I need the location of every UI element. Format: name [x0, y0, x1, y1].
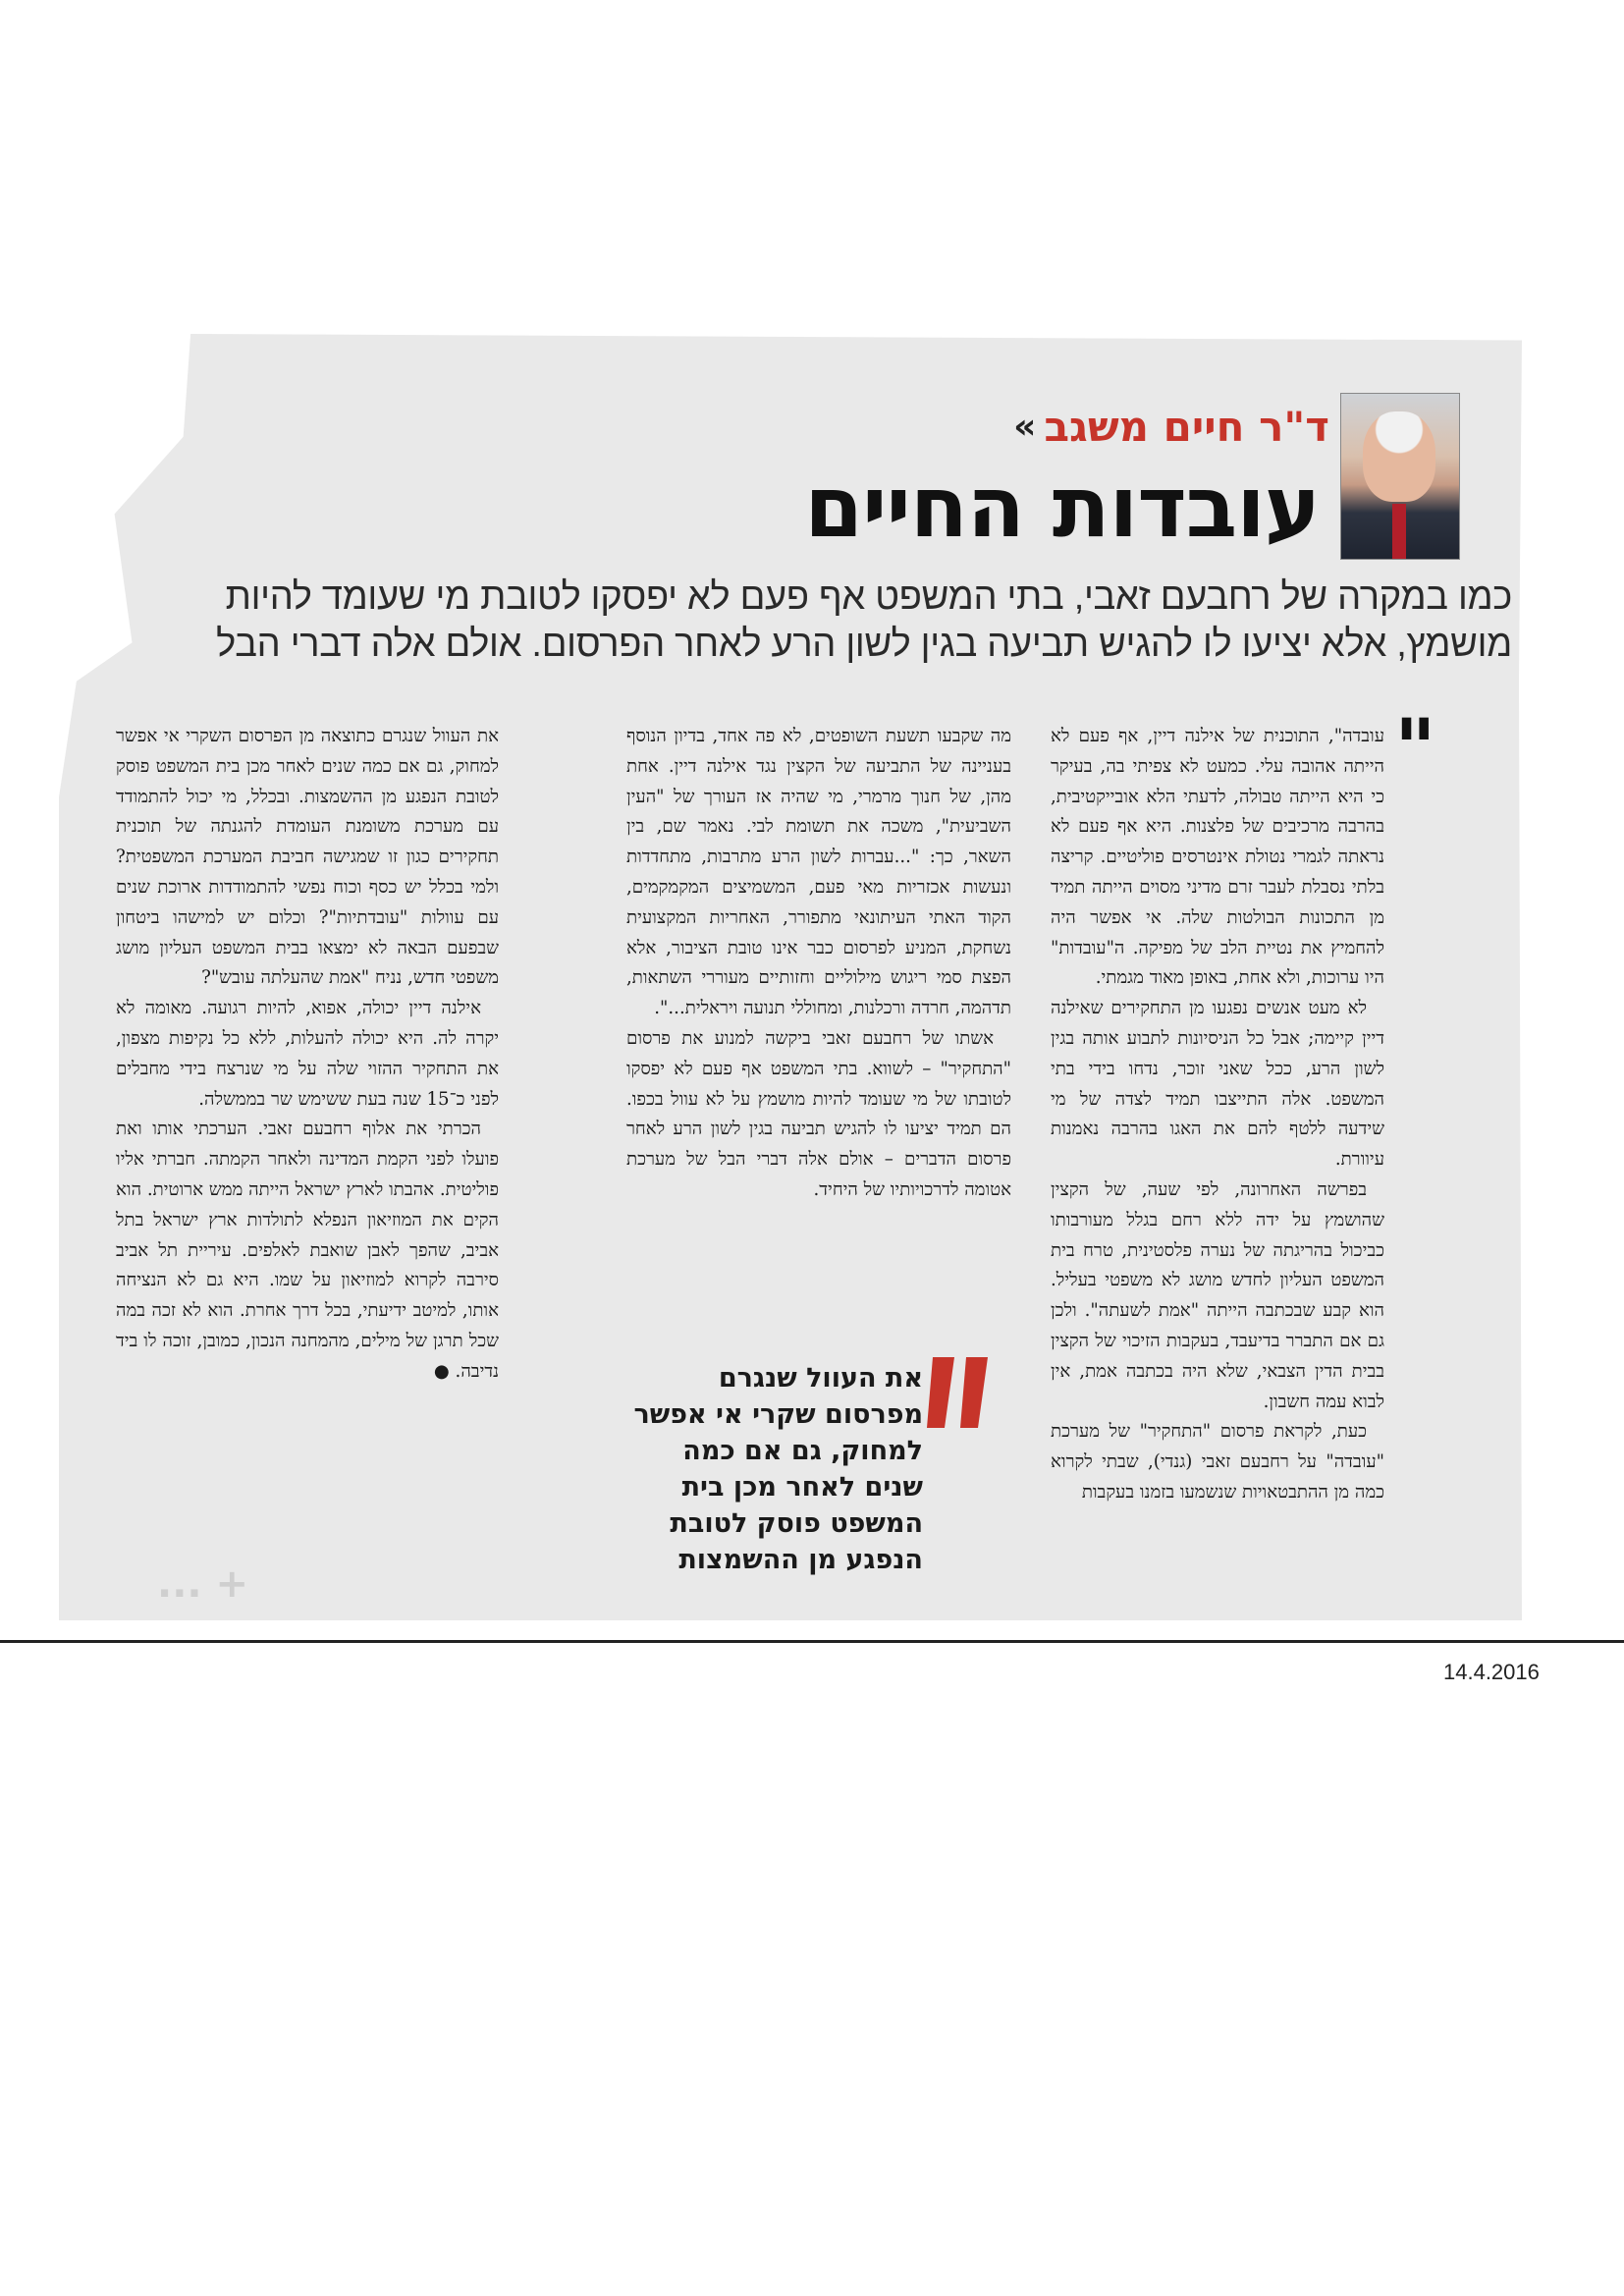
author-photo-tie: [1392, 504, 1406, 559]
article-column-2: [626, 722, 1011, 1206]
paragraph: אשתו של רחבעם זאבי ביקשה למנוע את פרסום "התחקיר" – לשווא. בתי המשפט אף פעם לא יפסקו לטובתו של מי שעומד להיות מושמץ על לא עוול בכפו. הם תמיד יציעו לו להגיש תביעה בגין לשון הרע לאחר פרסום הדברים – אולם אלה דברי הבל של מערכת אטומה לדרכויותיו של היחיד.: [626, 1027, 1011, 1200]
author-photo: [1340, 393, 1460, 560]
article-column-3: [116, 722, 499, 1388]
paragraph: בפרשה האחרונה, לפי שעה, של הקצין שהושמץ על ידה ללא רחם בגלל מעורבותו כביכול בהריגתה של נערה פלסטינית, טרח בית המשפט העליון לחדש מושג לא משפטי בעליל. הוא קבע שבכתבה הייתה "אמת לשעתה". ולכן גם אם התברר בדיעבד, בעקבות הזיכוי של הקצין בבית הדין הצבאי, שלא היה בכתבה אמת, אין לבוא עמה חשבון.: [1051, 1178, 1384, 1412]
author-photo-face: [1363, 411, 1435, 502]
article-column-1: [1051, 722, 1384, 1508]
byline-chevron-icon: »: [1013, 406, 1031, 447]
article-subhead: כמו במקרה של רחבעם זאבי, בתי המשפט אף פעם לא יפסקו לטובת מי שעומד להיות מושמץ, אלא יציעו לו להגיש תביעה בגין לשון הרע לאחר הפרסום. אולם אלה דברי הבל: [216, 576, 1512, 665]
author-name: ד"ר חיים משגב: [1044, 403, 1329, 451]
opening-quote-icon: ": [1394, 702, 1436, 796]
paragraph: מה שקבעו תשעת השופטים, לא פה אחד, בדיון הנוסף בעניינה של התביעה של הקצין נגד אילנה דיין. אחת מהן, של חנוך מרמרי, מי שהיה אז העורך של "העין השביעית", משכה את תשומת לבי. נאמר שם, בין השאר, כך: "...עברות לשון הרע מתרבות, מתחדדות ונעשות אכזריות מאי פעם, המשמיצים המקמקמים, הקוד האתי העיתונאי מתפורר, האחריות המקצועית נשחקת, המניע לפרסום כבר אינו טובת הציבור, אלא הפצת סמי ריגוש מילוליים וחזותיים מעוררי השתאות, תדהמה, חרדה ורכלנות, ומחוללי תנועה ויראלית...".: [626, 726, 1011, 1019]
paragraph: הכרתי את אלוף רחבעם זאבי. הערכתי אותו ואת פועלו לפני הקמת המדינה ולאחר הקמתה. חברתי אליו פוליטית. אהבתו לארץ ישראל הייתה ממש ארוטית. הוא הקים את המוזיאון הנפלא לתולדות ארץ ישראל בתל אביב, שהפך לאבן שואבת לאלפים. עיריית תל אביב סירבה לקרוא למוזיאון על שמו. היא גם לא הנציחה אותו, למיטב ידיעתי, בכל דרך אחרת. הוא לא זכה במה שכל תרגן של מילים, מהמחנה הנכון, כמובן, זוכה לו ביד נדיבה. ●: [116, 1119, 499, 1382]
paragraph: את העוול שנגרם כתוצאה מן הפרסום השקרי אי אפשר למחוק, גם אם כמה שנים לאחר מכן בית המשפט פוסק לטובת הנפגע מן ההשמצות. ובכלל, מי יכול להתמודד עם מערכת משומנת העומדת להגנתה של תוכנית תחקירים כגון זו שמגישה חביבת המערכת המשפטית? ולמי בכלל יש כסף וכוח נפשי להתמודדות ארוכת שנים עם עוולות "עובדתיות"? וכלום יש למישהו ביטחון שבפעם הבאה לא ימצאו בבית המשפט העליון מושג משפטי חדש, נניח "אמת שהעלתה עובש"?: [116, 726, 499, 989]
byline: [1013, 403, 1329, 451]
paragraph: עובדה", התוכנית של אילנה דיין, אף פעם לא הייתה אהובה עלי. כמעט לא צפיתי בה, בעיקר כי היא הייתה טבולה, לדעתי הלא אובייקטיבית, בהרבה מרכיבים של פלצנות. היא אף פעם לא נראתה לגמרי נטולת אינטרסים פוליטיים. קריצה בלתי נסבלת לעבר זרם מדיני מסוים הייתה תמיד מן התכונות הבולטות שלה. אי אפשר היה להחמיץ את נטיית הלב של מפיקה. ה"עובדות" היו ערוכות, ולא אחת, באופן מאוד מגמתי.: [1051, 726, 1384, 989]
paragraph: לא מעט אנשים נפגעו מן התחקירים שאילנה דיין קיימה; אבל כל הניסיונות לתבוע אותה בגין לשון הרע, ככל שאני זוכר, נדחו בידי בתי המשפט. אלה התייצבו תמיד לצדה של מי שידעה ללטף להם את האגו בהרבה נאמנות עיוורת.: [1051, 998, 1384, 1171]
bottom-rule: [0, 1640, 1624, 1643]
paragraph: כעת, לקראת פרסום "התחקיר" של מערכת "עובדה" על רחבעם זאבי (גנדי), שבתי לקרוא כמה מן ההתבטאויות שנשמעו בזמנו בעקבות: [1051, 1421, 1384, 1503]
pull-quote: את העוול שנגרם מפרסום שקרי אי אפשר למחוק, גם אם כמה שנים לאחר מכן בית המשפט פוסק לטובת הנפגע מן ההשמצות: [633, 1363, 923, 1575]
faded-background-text: + ...: [157, 1561, 249, 1607]
article-headline: עובדות החיים: [804, 459, 1320, 557]
publication-date: 14.4.2016: [1443, 1660, 1540, 1684]
paragraph: אילנה דיין יכולה, אפוא, להיות רגועה. מאומה לא יקרה לה. היא יכולה להעלות, ללא כל נקיפות מצפון, את התחקיר ההזוי שלה על מי שנרצח בידי מחבלים לפני כ־15 שנה בעת ששימש שר בממשלה.: [116, 998, 499, 1110]
pull-quote-mark-icon: [925, 1353, 994, 1432]
